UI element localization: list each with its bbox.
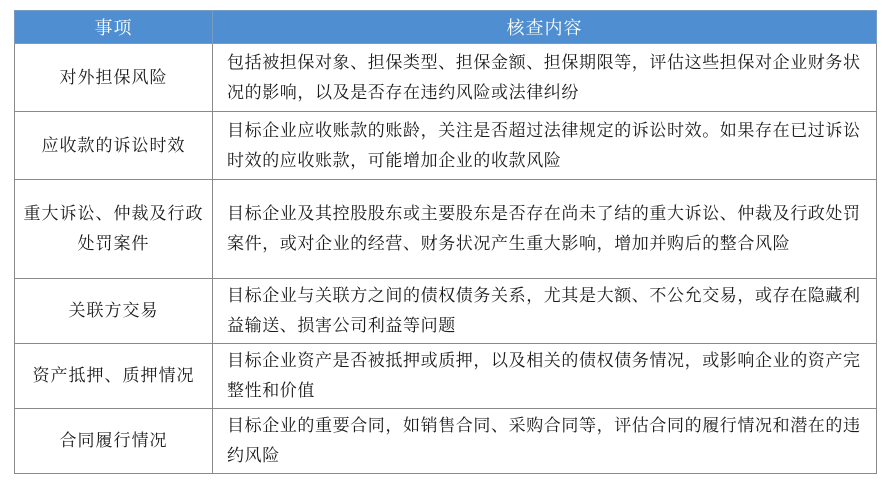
header-content: 核查内容	[213, 11, 877, 44]
row-content-cell: 包括被担保对象、担保类型、担保金额、担保期限等，评估这些担保对企业财务状况的影响，以及是否存在违约风险或法律纠纷	[213, 44, 877, 112]
row-item-cell: 资产抵押、质押情况	[15, 344, 213, 409]
row-content-cell: 目标企业应收账款的账龄，关注是否超过法律规定的诉讼时效。如果存在已过诉讼时效的应收账款，可能增加企业的收款风险	[213, 112, 877, 180]
table-row	[15, 279, 877, 344]
table-row	[15, 112, 877, 180]
row-content-cell: 目标企业资产是否被抵押或质押，以及相关的债权债务情况，或影响企业的资产完整性和价值	[213, 344, 877, 409]
table-body	[15, 44, 877, 474]
header-item: 事项	[15, 11, 213, 44]
row-item-cell: 对外担保风险	[15, 44, 213, 112]
header-row	[15, 11, 877, 44]
row-content-cell: 目标企业及其控股股东或主要股东是否存在尚未了结的重大诉讼、仲裁及行政处罚案件，或对企业的经营、财务状况产生重大影响，增加并购后的整合风险	[213, 180, 877, 279]
row-item-cell: 重大诉讼、仲裁及行政处罚案件	[15, 180, 213, 279]
row-item-cell: 关联方交易	[15, 279, 213, 344]
review-table-container	[14, 10, 876, 474]
table-row	[15, 409, 877, 474]
table-row	[15, 44, 877, 112]
row-content-cell: 目标企业与关联方之间的债权债务关系，尤其是大额、不公允交易，或存在隐藏利益输送、损害公司利益等问题	[213, 279, 877, 344]
table-header	[15, 11, 877, 44]
table-row	[15, 344, 877, 409]
row-content-cell: 目标企业的重要合同，如销售合同、采购合同等，评估合同的履行情况和潜在的违约风险	[213, 409, 877, 474]
row-item-cell: 合同履行情况	[15, 409, 213, 474]
review-table	[14, 10, 877, 474]
table-row	[15, 180, 877, 279]
row-item-cell: 应收款的诉讼时效	[15, 112, 213, 180]
